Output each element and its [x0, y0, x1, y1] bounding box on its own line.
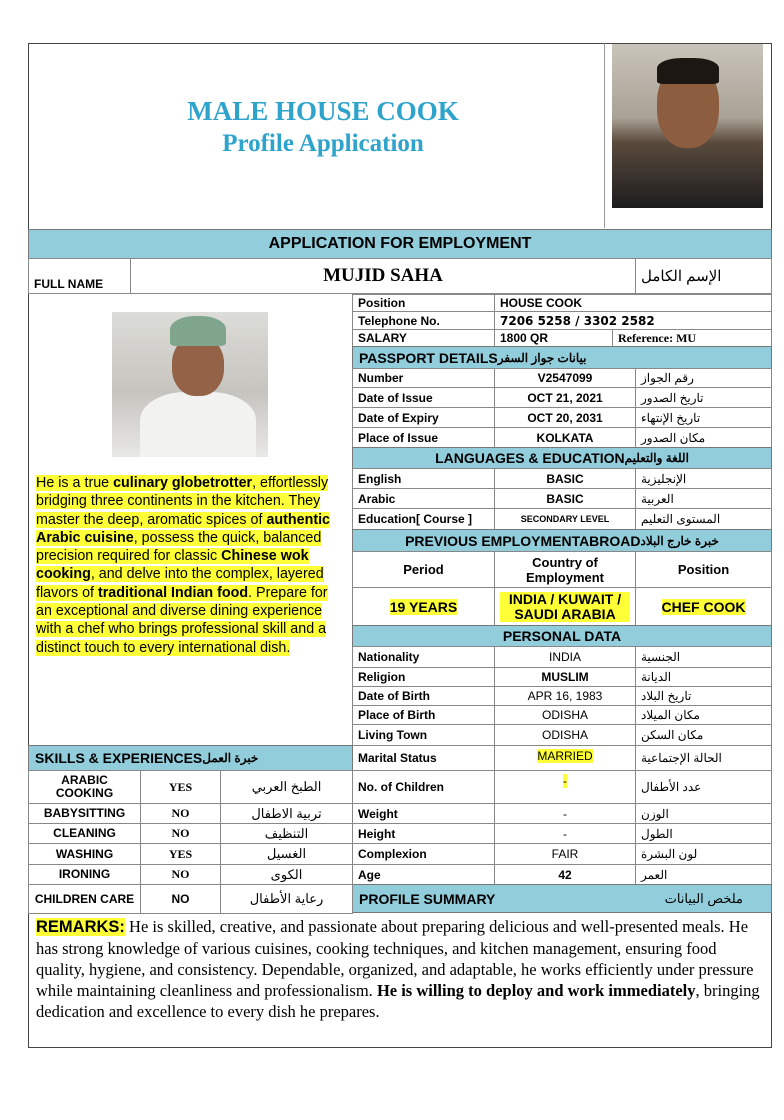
row-value [494, 770, 636, 804]
row-value: - [494, 823, 636, 844]
row-label: Weight [352, 803, 495, 824]
row-value: - [494, 803, 636, 824]
salary-label: SALARY [352, 329, 495, 347]
row-value: INDIA [494, 646, 636, 668]
position-label: Position [352, 294, 495, 312]
row-value: ODISHA [494, 724, 636, 746]
row-label-ar: تاريخ البلاد [635, 686, 772, 706]
languages-header: LANGUAGES & EDUCATION اللغة والتعليم [352, 447, 772, 469]
skill-label-ar: التنظيف [220, 823, 353, 844]
row-label: Arabic [352, 488, 495, 509]
row-label-ar: العربية [635, 488, 772, 509]
row-label-ar: مكان الصدور [635, 427, 772, 448]
row-value: OCT 20, 2031 [494, 407, 636, 428]
row-value: KOLKATA [494, 427, 636, 448]
row-label-ar: مكان الميلاد [635, 705, 772, 725]
salary-value: 1800 QR [494, 329, 613, 347]
row-label-ar: العمر [635, 864, 772, 885]
employment-country: INDIA / KUWAIT / SAUDI ARABIA [494, 587, 636, 626]
skill-value: NO [140, 823, 221, 844]
phone-value: 7206 5258 / 3302 2582 [494, 311, 772, 330]
skills-header: SKILLS & EXPERIENCES خبرة العمل [28, 745, 353, 771]
full-name-label: FULL NAME [28, 258, 131, 294]
row-label: Religion [352, 667, 495, 687]
employment-position: CHEF COOK [635, 587, 772, 626]
row-label-ar: مكان السكن [635, 724, 772, 746]
row-value: OCT 21, 2021 [494, 387, 636, 408]
row-value: APR 16, 1983 [494, 686, 636, 706]
skill-value: YES [140, 843, 221, 865]
full-name-value: MUJID SAHA [130, 258, 636, 294]
application-bar: APPLICATION FOR EMPLOYMENT [28, 229, 772, 259]
col-country: Country of Employment [494, 551, 636, 588]
passport-header: PASSPORT DETAILS بيانات جواز السفر [352, 346, 772, 369]
personal-header: PERSONAL DATA [352, 625, 772, 647]
skill-value: NO [140, 864, 221, 885]
skill-name: CHILDREN CARE [28, 884, 141, 914]
divider [604, 43, 605, 228]
row-label: Complexion [352, 843, 495, 865]
row-label-ar: رقم الجواز [635, 368, 772, 388]
row-value [494, 745, 636, 771]
row-value: 42 [494, 864, 636, 885]
skill-name: CLEANING [28, 823, 141, 844]
row-label: Nationality [352, 646, 495, 668]
row-label-ar: المستوى التعليم [635, 508, 772, 530]
row-label: Date of Birth [352, 686, 495, 706]
row-label-ar: تاريخ الإنتهاء [635, 407, 772, 428]
row-label: Age [352, 864, 495, 885]
employment-period: 19 YEARS [352, 587, 495, 626]
row-label-ar: الوزن [635, 803, 772, 824]
skill-name: ARABIC COOKING [28, 770, 141, 804]
row-label-ar: الديانة [635, 667, 772, 687]
col-period: Period [352, 551, 495, 588]
row-label-ar: الإنجليزية [635, 468, 772, 489]
profile-summary-bar: PROFILE SUMMARY ملخص البيانات [352, 884, 772, 913]
page-subtitle: Profile Application [222, 130, 424, 157]
full-name-label-ar: الإسم الكامل [635, 258, 772, 294]
col-position: Position [635, 551, 772, 588]
profile-photo [612, 44, 763, 208]
row-label: No. of Children [352, 770, 495, 804]
skill-name: IRONING [28, 864, 141, 885]
skill-value: NO [140, 803, 221, 824]
row-label: Date of Issue [352, 387, 495, 408]
row-label: Education[ Course ] [352, 508, 495, 530]
skill-name: WASHING [28, 843, 141, 865]
row-label: Place of Issue [352, 427, 495, 448]
row-value: BASIC [494, 488, 636, 509]
skill-value: YES [140, 770, 221, 804]
employment-header: PREVIOUS EMPLOYMENTABROAD خبرة خارج البلاد [352, 529, 772, 552]
row-label: English [352, 468, 495, 489]
skill-label-ar: الغسيل [220, 843, 353, 865]
highlight-value: MARRIED [537, 749, 593, 763]
skill-label-ar: رعاية الأطفال [220, 884, 353, 914]
page-title: MALE HOUSE COOK [187, 96, 459, 126]
reference: Reference: MU [612, 329, 772, 347]
row-value: BASIC [494, 468, 636, 489]
position-value: HOUSE COOK [494, 294, 772, 312]
bio-text: He is a true culinary globetrotter, effortlessly bridging three continents in the kitchen. They master the deep, aromatic spices of authentic Arabic cuisine, possess the quick, balanced precision required for classic Chinese wok cooking, and delve into the complex, layered flavors of traditional Indian food. Prepare for an exceptional and diverse dining experience with a chef who brings professional skill and a distinct touch to every international dish. [36, 475, 331, 656]
row-label-ar: الحالة الإجتماعية [635, 745, 772, 771]
row-value: ODISHA [494, 705, 636, 725]
row-value: MUSLIM [494, 667, 636, 687]
skill-label-ar: الطبخ العربي [220, 770, 353, 804]
skill-value: NO [140, 884, 221, 914]
row-label-ar: تاريخ الصدور [635, 387, 772, 408]
row-label: Height [352, 823, 495, 844]
row-label: Living Town [352, 724, 495, 746]
chef-photo [112, 312, 268, 457]
row-value: V2547099 [494, 368, 636, 388]
phone-label: Telephone No. [352, 311, 495, 330]
row-label-ar: عدد الأطفال [635, 770, 772, 804]
row-label: Marital Status [352, 745, 495, 771]
row-label: Date of Expiry [352, 407, 495, 428]
skill-label-ar: الكوى [220, 864, 353, 885]
row-label-ar: الجنسية [635, 646, 772, 668]
row-label: Place of Birth [352, 705, 495, 725]
skill-name: BABYSITTING [28, 803, 141, 824]
row-value: SECONDARY LEVEL [494, 508, 636, 530]
row-label: Number [352, 368, 495, 388]
remarks: REMARKS: He is skilled, creative, and passionate about preparing delicious and well-presented meals. He has strong knowledge of various cuisines, cooking techniques, and kitchen management, ensuring food quality, hygiene, and consistency. Dependable, organized, and adaptable, he works efficiently under pressure while maintaining cleanliness and professionalism. He is willing to deploy and work immediately, bringing dedication and excellence to every dish he prepares. [36, 917, 760, 1021]
skill-label-ar: تربية الاطفال [220, 803, 353, 824]
row-value: FAIR [494, 843, 636, 865]
row-label-ar: الطول [635, 823, 772, 844]
row-label-ar: لون البشرة [635, 843, 772, 865]
highlight-value: - [563, 774, 567, 788]
